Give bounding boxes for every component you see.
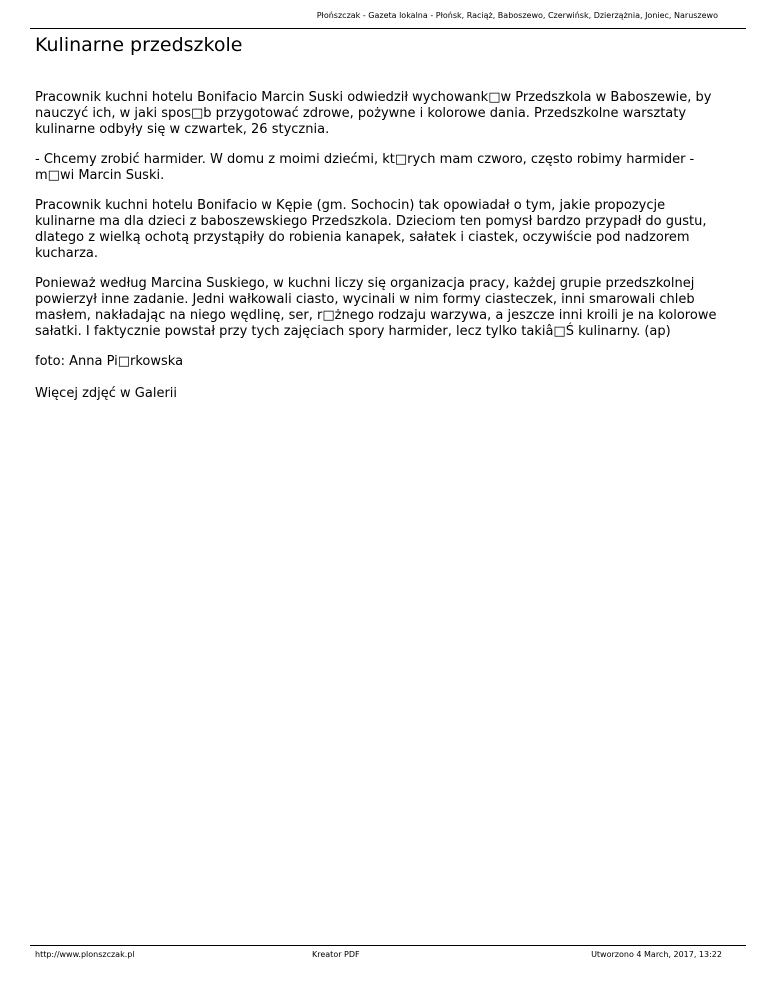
- article-paragraph: Pracownik kuchni hotelu Bonifacio Marcin Suski odwiedził wychowank□w Przedszkola w Baboszewie, by nauczyć ich, w jaki spos□b przygotować zdrowe, pożywne i kolorowe dania. Przedszkolne warsztaty kulinarne odbyły się w czwartek, 26 stycznia.: [35, 90, 712, 137]
- article-paragraph: - Chcemy zrobić harmider. W domu z moimi dziećmi, kt□rych mam czworo, często robimy harmider - m□wi Marcin Suski.: [35, 152, 695, 183]
- gallery-link-text: Więcej zdjęć w Galerii: [35, 386, 178, 401]
- article-paragraph: Pracownik kuchni hotelu Bonifacio w Kępie (gm. Sochocin) tak opowiadał o tym, jakie propozycje kulinarne ma dla dzieci z baboszewskiego Przedszkola. Dzieciom ten pomysł bardzo przypadł do gustu, dlatego z wielką ochotą przystąpiły do robienia kanapek, sałatek i ciastek, oczywiście pod nadzorem kucharza.: [35, 198, 707, 261]
- footer-url: http://www.plonszczak.pl: [35, 950, 135, 959]
- photo-credit: foto: Anna Pi□rkowska: [35, 354, 184, 369]
- article-paragraph: Ponieważ według Marcina Suskiego, w kuchni liczy się organizacja pracy, każdej grupie przedszkolnej powierzył inne zadanie. Jedni wałkowali ciasto, wycinali w nim formy ciasteczek, inni smarowali chleb masłem, nakładając na niego wędlinę, ser, r□żnego rodzaju warzywa, a jeszcze inni kroili je na kolorowe sałatki. I faktycznie powstał przy tych zajęciach spory harmider, lecz tylko takiâ□Ś kulinarny. (ap): [35, 276, 717, 339]
- page-footer: [30, 945, 746, 966]
- site-header-line: Płońszczak - Gazeta lokalna - Płońsk, Raciąż, Baboszewo, Czerwińsk, Dzierzążnia, Joniec, Naruszewo: [316, 11, 718, 20]
- article-body: [35, 90, 725, 416]
- footer-creator: Kreator PDF: [312, 950, 360, 959]
- footer-created-date: Utworzono 4 March, 2017, 13:22: [591, 950, 722, 959]
- article-title: Kulinarne przedszkole: [35, 34, 243, 56]
- page-header: [30, 0, 746, 29]
